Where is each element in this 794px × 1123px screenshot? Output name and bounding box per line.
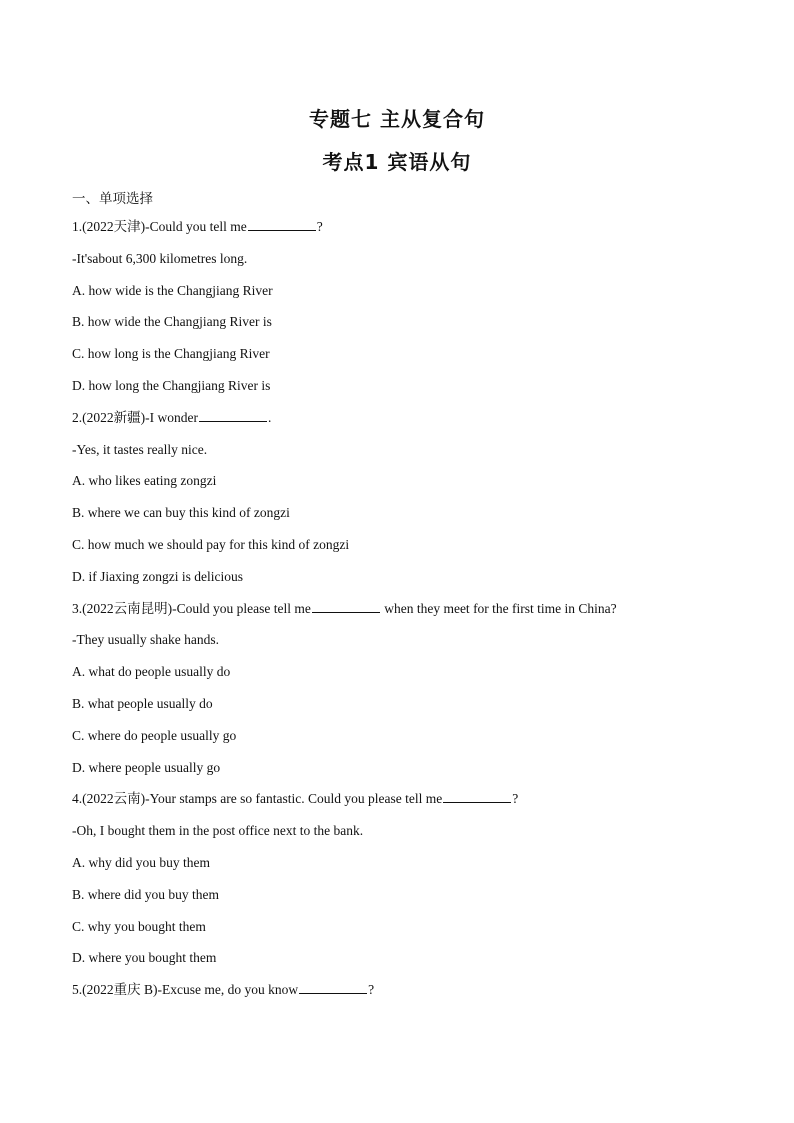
answer-blank xyxy=(443,788,511,803)
option-b: B. where did you buy them xyxy=(72,886,219,902)
stem-text: ? xyxy=(316,219,323,234)
option-d: D. how long the Changjiang River is xyxy=(72,377,271,393)
question-stem xyxy=(72,597,752,629)
stem-text: 5.(2022重庆 B)-Excuse me, do you know xyxy=(72,982,299,998)
stem-text: . xyxy=(267,409,272,425)
question-stem xyxy=(72,978,752,1010)
option-a: A. why did you buy them xyxy=(72,854,210,870)
option-d: D. where people usually go xyxy=(72,759,221,775)
option-d: D. if Jiaxing zongzi is delicious xyxy=(72,568,243,584)
question-stem xyxy=(72,406,752,438)
stem-text: 4.(2022云南)-Your stamps are so fantastic. Could you please tell me xyxy=(72,791,443,807)
stem-text: ? xyxy=(368,982,375,998)
option-b: B. how wide the Changjiang River is xyxy=(72,314,272,330)
stem-text: 3.(2022云南昆明)-Could you please tell me xyxy=(72,600,311,616)
option-c: C. where do people usually go xyxy=(72,727,237,743)
option-b: B. what people usually do xyxy=(72,695,213,711)
question-response: -It'sabout 6,300 kilometres long. xyxy=(72,250,248,266)
option-a: A. who likes eating zongzi xyxy=(72,473,217,489)
option-a: A. what do people usually do xyxy=(72,664,231,680)
stem-text: ? xyxy=(512,791,519,807)
option-c: C. why you bought them xyxy=(72,918,206,934)
option-d: D. where you bought them xyxy=(72,950,217,966)
answer-blank xyxy=(199,407,267,422)
answer-blank xyxy=(312,598,380,613)
question-stem xyxy=(72,787,752,819)
question-response: -Oh, I bought them in the post office next to the bank. xyxy=(72,823,364,839)
question-list xyxy=(72,215,752,1010)
page-title: 专题七 主从复合句 xyxy=(309,107,485,131)
option-b: B. where we can buy this kind of zongzi xyxy=(72,505,290,521)
stem-text: 2.(2022新疆)-I wonder xyxy=(72,409,198,425)
section-heading: 一、单项选择 xyxy=(72,191,153,207)
question-response: -They usually shake hands. xyxy=(72,632,219,648)
option-a: A. how wide is the Changjiang River xyxy=(72,282,273,298)
option-c: C. how long is the Changjiang River xyxy=(72,346,270,362)
answer-blank xyxy=(299,979,367,994)
answer-blank xyxy=(248,216,316,231)
stem-text: 1.(2022天津)-Could you tell me xyxy=(72,219,247,234)
stem-text: when they meet for the first time in China? xyxy=(380,600,617,616)
question-stem xyxy=(72,215,752,247)
page-subtitle: 考点1 宾语从句 xyxy=(322,150,472,174)
option-c: C. how much we should pay for this kind of zongzi xyxy=(72,536,350,552)
question-response: -Yes, it tastes really nice. xyxy=(72,441,208,457)
